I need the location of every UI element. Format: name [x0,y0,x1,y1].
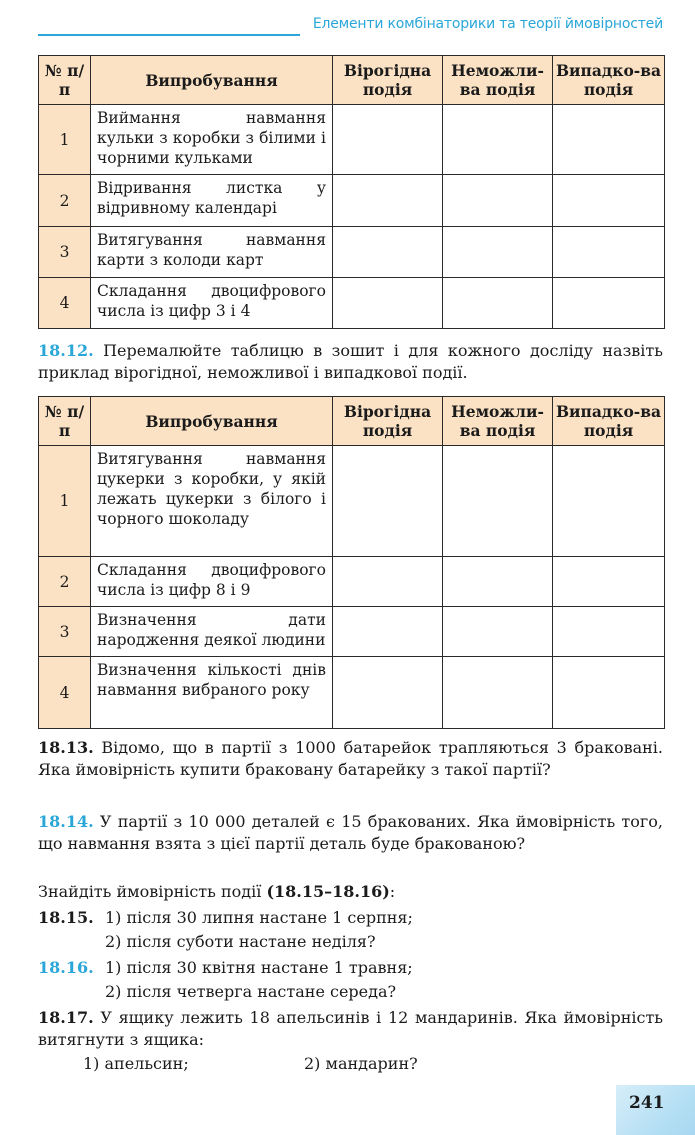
task-label: 18.12. [38,341,94,360]
table-row [39,227,665,278]
table-header-row [39,397,665,446]
task-18-13 [38,737,663,781]
task-18-17 [38,1007,663,1051]
instruction-range: (18.15–18.16) [266,882,390,901]
empty-cell [553,446,665,557]
events-table-1 [38,55,665,329]
task-18-16-item-2: 2) після четверга настане середа? [105,982,397,1001]
empty-cell [333,657,443,729]
task-18-15-item-2: 2) після суботи настане неділя? [105,932,376,951]
task-text: Перемалюйте таблицю в зошит і для кожного досліду назвіть приклад вірогідної, неможливої і випадкової події. [38,341,663,382]
task-label: 18.13. [38,738,94,757]
task-18-14 [38,811,663,855]
empty-cell [333,105,443,175]
task-label: 18.15. [38,908,94,927]
empty-cell [443,607,553,657]
table-row [39,446,665,557]
header-title: Елементи комбінаторики та теорії ймовірностей [312,16,663,32]
col-header-num: № п/п [39,56,91,105]
events-table-2 [38,396,665,729]
col-header-impossible: Неможли-ва подія [443,56,553,105]
table-row [39,607,665,657]
task-text: У партії з 10 000 деталей є 15 бракованих. Яка ймовірність того, що навмання взята з цієї партії деталь буде бракованою? [38,812,663,853]
row-trial-text: Визначення кількості днів навмання вибраного року [91,657,333,729]
col-header-certain: Вірогідна подія [333,56,443,105]
empty-cell [443,557,553,607]
table-row [39,175,665,227]
page-number: 241 [629,1093,665,1113]
answer-option-2: 2) мандарин? [304,1054,418,1073]
empty-cell [443,278,553,329]
empty-cell [553,175,665,227]
col-header-certain: Вірогідна подія [333,397,443,446]
row-number: 2 [39,175,91,227]
row-number: 1 [39,105,91,175]
task-18-12 [38,340,663,384]
table-row [39,557,665,607]
empty-cell [443,175,553,227]
row-number: 2 [39,557,91,607]
empty-cell [443,657,553,729]
table-row [39,278,665,329]
empty-cell [443,227,553,278]
empty-cell [333,607,443,657]
empty-cell [553,105,665,175]
row-trial-text: Визначення дати народження деякої людини [91,607,333,657]
col-header-random: Випадко-ва подія [553,56,665,105]
empty-cell [333,227,443,278]
row-trial-text: Відривання листка у відривному календарі [91,175,333,227]
row-number: 3 [39,227,91,278]
empty-cell [333,557,443,607]
empty-cell [333,278,443,329]
row-trial-text: Складання двоцифрового числа із цифр 8 і 9 [91,557,333,607]
row-trial-text: Витягування навмання цукерки з коробки, у якій лежать цукерки з білого і чорного шоколаду [91,446,333,557]
instruction-suffix: : [389,882,396,901]
empty-cell [553,557,665,607]
running-header [38,14,663,38]
row-number: 4 [39,657,91,729]
empty-cell [443,105,553,175]
empty-cell [443,446,553,557]
task-text: Відомо, що в партії з 1000 батарейок трапляються 3 браковані. Яка ймовірність купити браковану батарейку з такої партії? [38,738,663,779]
task-label: 18.14. [38,812,94,831]
empty-cell [553,657,665,729]
answer-option-1: 1) апельсин; [83,1054,189,1073]
col-header-trial: Випробування [91,397,333,446]
task-label: 18.16. [38,958,94,977]
empty-cell [333,446,443,557]
task-label: 18.17. [38,1008,94,1027]
col-header-trial: Випробування [91,56,333,105]
table-row [39,657,665,729]
empty-cell [553,227,665,278]
empty-cell [553,607,665,657]
instruction [38,881,663,903]
table-row [39,105,665,175]
task-18-16-item-1: 1) після 30 квітня настане 1 травня; [105,958,413,977]
task-text: У ящику лежить 18 апельсинів і 12 мандаринів. Яка ймовірність витягнути з ящика: [38,1008,663,1049]
task-18-15-item-1: 1) після 30 липня настане 1 серпня; [105,908,413,927]
col-header-random: Випадко-ва подія [553,397,665,446]
row-number: 3 [39,607,91,657]
empty-cell [333,175,443,227]
row-number: 4 [39,278,91,329]
table-header-row [39,56,665,105]
row-trial-text: Складання двоцифрового числа із цифр 3 і 4 [91,278,333,329]
header-rule [38,34,300,36]
row-trial-text: Виймання навмання кульки з коробки з білими і чорними кульками [91,105,333,175]
col-header-impossible: Неможли-ва подія [443,397,553,446]
row-number: 1 [39,446,91,557]
row-trial-text: Витягування навмання карти з колоди карт [91,227,333,278]
col-header-num: № п/п [39,397,91,446]
instruction-text: Знайдіть ймовірність події [38,882,262,901]
empty-cell [553,278,665,329]
